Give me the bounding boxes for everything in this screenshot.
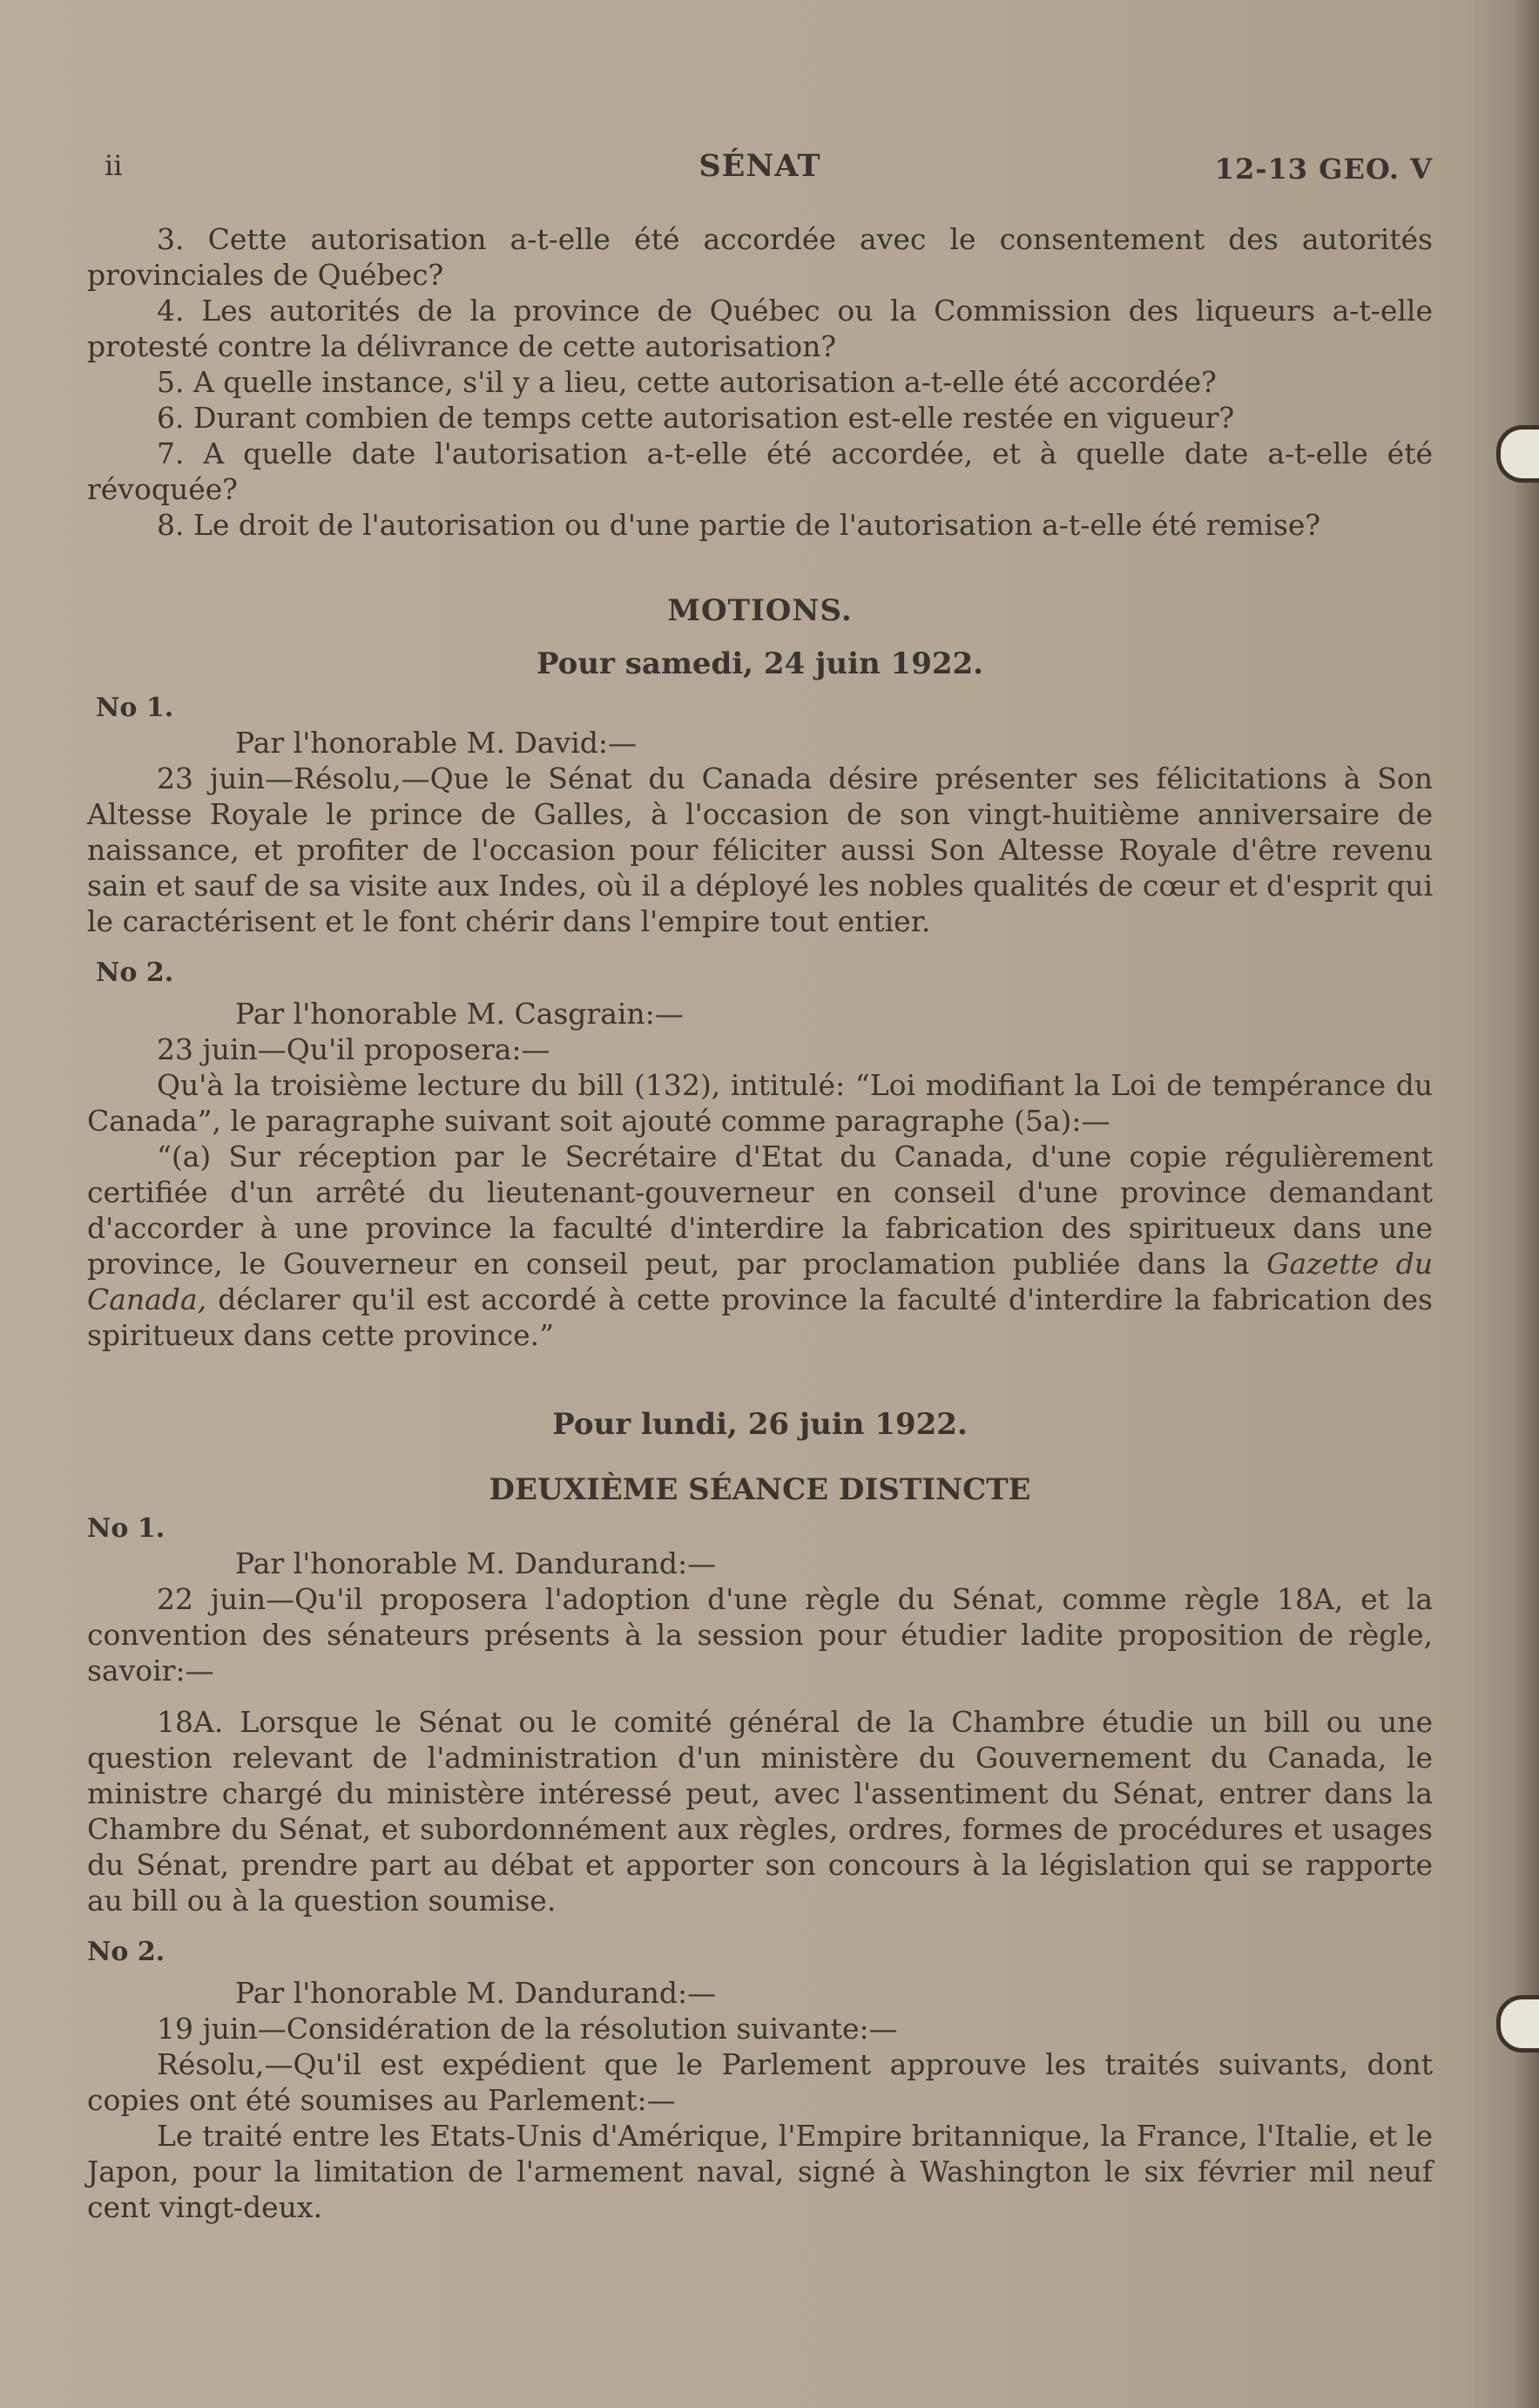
monday-sitting-block	[87, 1472, 1433, 1546]
motion-number: No 2.	[87, 1937, 165, 1967]
question-item: 6. Durant combien de temps cette autorisation est-elle restée en vigueur?	[157, 401, 1235, 435]
question-item: 8. Le droit de l'autorisation ou d'une partie de l'autorisation a-t-elle été remise?	[157, 508, 1321, 542]
motion-number: No 1.	[87, 1513, 165, 1544]
motion-number: No 2.	[96, 957, 174, 988]
binder-ring	[1496, 425, 1539, 483]
questions-list	[87, 221, 1433, 543]
motion-mover: Par l'honorable M. Casgrain:—	[235, 997, 684, 1031]
motion-date-line: 23 juin—Qu'il proposera:—	[157, 1032, 550, 1066]
motion-mover: Par l'honorable M. Dandurand:—	[235, 1546, 717, 1580]
quote-part-a: “(a) Sur réception par le Secrétaire d'Etat du Canada, d'une copie régulièrement certifiée d'un arrêté du lieutenant-gouverneur en conseil d'une province demandant d'accorder à une province la faculté d'interdire la fabrication des spiritueux dans une province, le Gouverneur en conseil peut, par proclamation publiée dans la	[87, 1140, 1433, 1281]
motion-number: No 1.	[96, 693, 174, 723]
motion-mover: Par l'honorable M. Dandurand:—	[235, 1976, 717, 2010]
quote-italic: Gazette du Canada,	[87, 1247, 1433, 1316]
motion-text: 23 juin—Résolu,—Que le Sénat du Canada désire présenter ses félicitations à Son Altesse Royale le prince de Galles, à l'occasion de son vingt-huitième anniversaire de naissance, et profiter de l'occasion pour féliciter aussi Son Altesse Royale d'être revenu sain et sauf de sa visite aux Indes, où il a déployé les nobles qualités de cœur et d'esprit qui le caractérisent et le font chérir dans l'empire tout entier.	[87, 761, 1433, 938]
monday-date-heading: Pour lundi, 26 juin 1922.	[552, 1407, 968, 1442]
regnal-year: 12-13 GEO. V	[1214, 152, 1433, 186]
motion-date-line: 19 juin—Considération de la résolution suivante:—	[157, 2012, 898, 2046]
binder-ring	[1496, 1995, 1539, 2053]
question-item: 4. Les autorités de la province de Québec ou la Commission des liqueurs a-t-elle protesté contre la délivrance de cette autorisation?	[87, 294, 1433, 363]
sitting-heading: DEUXIÈME SÉANCE DISTINCTE	[489, 1472, 1031, 1507]
page-number: ii	[105, 149, 123, 182]
question-item: 5. A quelle instance, s'il y a lieu, cette autorisation a-t-elle été accordée?	[157, 365, 1217, 399]
quote-part-b: déclarer qu'il est accordé à cette province la faculté d'interdire la fabrication des spiritueux dans cette province.”	[87, 1282, 1433, 1352]
running-header	[87, 148, 1433, 200]
motion-text: Qu'à la troisième lecture du bill (132), intitulé: “Loi modifiant la Loi de tempérance du Canada”, le paragraphe suivant soit ajouté comme paragraphe (5a):—	[87, 1068, 1433, 1138]
question-item: 3. Cette autorisation a-t-elle été accordée avec le consentement des autorités provinciales de Québec?	[87, 222, 1433, 292]
resolution-text: Résolu,—Qu'il est expédient que le Parlement approuve les traités suivants, dont copies ont été soumises au Parlement:—	[87, 2047, 1433, 2117]
saturday-date-heading: Pour samedi, 24 juin 1922.	[536, 646, 984, 681]
amendment-quote	[87, 1139, 1433, 1353]
motions-heading: MOTIONS.	[667, 593, 853, 628]
saturday-date-block	[87, 646, 1433, 725]
motion-text: 22 juin—Qu'il proposera l'adoption d'une règle du Sénat, comme règle 18A, et la convention des sénateurs présents à la session pour étudier ladite proposition de règle, savoir:—	[87, 1582, 1433, 1688]
motion-mover: Par l'honorable M. David:—	[235, 726, 638, 760]
treaty-text: Le traité entre les Etats-Unis d'Amérique, l'Empire britannique, la France, l'Italie, et le Japon, pour la limitation de l'armement naval, signé à Washington le six février mil neuf cent vingt-deux.	[87, 2119, 1433, 2224]
rule-text: 18A. Lorsque le Sénat ou le comité général de la Chambre étudie un bill ou une question relevant de l'administration d'un ministère du Gouvernement du Canada, le ministre chargé du ministère intéressé peut, avec l'assentiment du Sénat, entrer dans la Chambre du Sénat, et subordonnément aux règles, ordres, formes de procédures et usages du Sénat, prendre part au débat et apporter son concours à la législation qui se rapporte au bill ou à la question soumise.	[87, 1705, 1433, 1918]
question-item: 7. A quelle date l'autorisation a-t-elle été accordée, et à quelle date a-t-elle été révoquée?	[87, 436, 1433, 506]
header-title: SÉNAT	[699, 148, 821, 184]
page-content	[87, 148, 1433, 2225]
